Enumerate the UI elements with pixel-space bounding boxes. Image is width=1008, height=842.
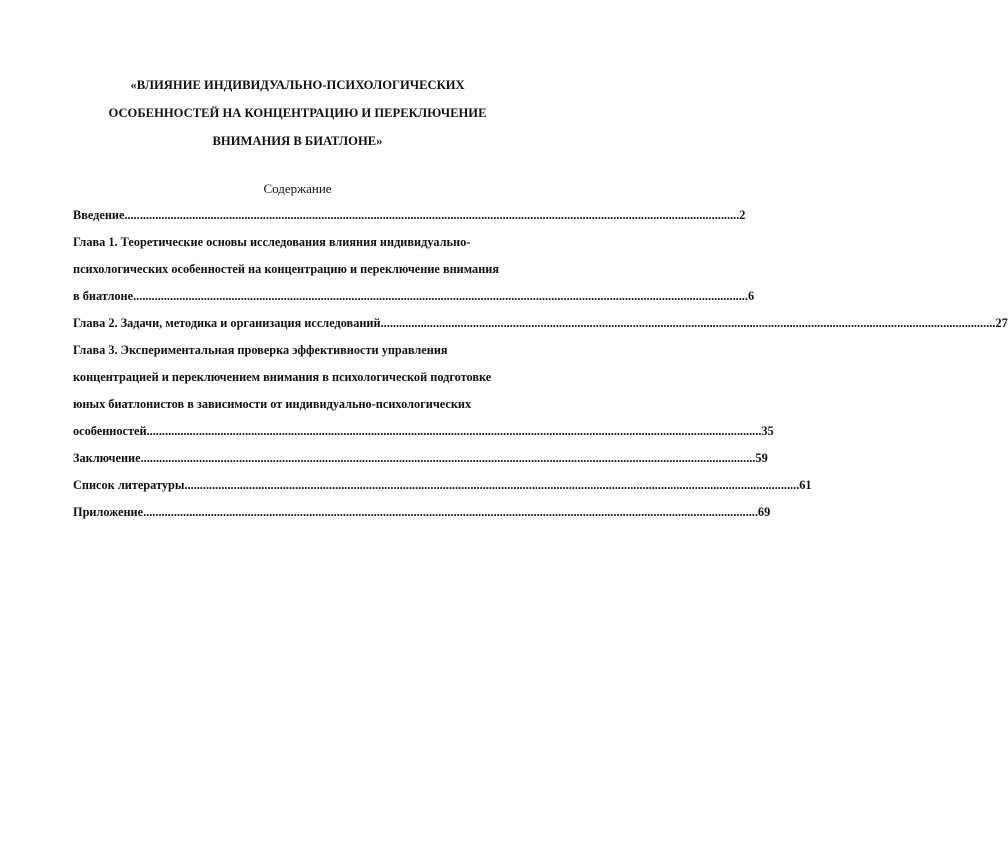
toc-entry-chapter-2	[73, 314, 1008, 332]
toc-entry-appendix	[73, 503, 771, 521]
toc-entry-chapter-3-line-1: Глава 3. Экспериментальная проверка эффективности управления	[73, 343, 448, 357]
toc-entry-chapter-1-line-1: Глава 1. Теоретические основы исследования влияния индивидуально-	[73, 235, 471, 249]
toc-leader-dots: ........................................................................................................................................................................................................	[146, 424, 762, 438]
toc-entry-chapter-3-end	[73, 422, 774, 440]
toc-leader-dots: ........................................................................................................................................................................................................	[380, 316, 996, 330]
toc-leader-dots: ........................................................................................................................................................................................................	[184, 478, 800, 492]
toc-leader-dots: ........................................................................................................................................................................................................	[143, 505, 758, 519]
toc-entry-conclusion	[73, 449, 768, 467]
toc-entry-page: 69	[757, 505, 771, 519]
toc-entry-chapter-3-line-2: концентрацией и переключением внимания в психологической подготовке	[73, 370, 492, 384]
toc-entry-chapter-3-line-3: юных биатлонистов в зависимости от индивидуально-психологических	[73, 397, 472, 411]
toc-entry-label: особенностей	[73, 424, 147, 438]
toc-leader-dots: ........................................................................................................................................................................................................	[133, 289, 748, 303]
toc-entry-page: 6	[747, 289, 755, 303]
document-title-line-2: ОСОБЕННОСТЕЙ НА КОНЦЕНТРАЦИЮ И ПЕРЕКЛЮЧЕНИЕ	[108, 106, 487, 120]
toc-entry-page: 59	[755, 451, 768, 465]
toc-entry-intro	[73, 206, 746, 224]
toc-entry-label: Введение	[73, 208, 125, 222]
toc-heading: Содержание	[263, 181, 332, 196]
toc-entry-page: 35	[761, 424, 774, 438]
toc-entry-page: 27	[995, 316, 1008, 330]
toc-entry-page: 61	[799, 478, 812, 492]
toc-leader-dots: ........................................................................................................................................................................................................	[140, 451, 756, 465]
toc-entry-references	[73, 476, 812, 494]
toc-entry-label: Приложение	[73, 505, 144, 519]
toc-entry-chapter-1-line-2: психологических особенностей на концентрацию и переключение внимания	[73, 262, 500, 276]
toc-leader-dots: ........................................................................................................................................................................................................	[124, 208, 740, 222]
toc-entry-label: Список литературы	[73, 478, 185, 492]
toc-entry-label: Заключение	[73, 451, 141, 465]
toc-entry-label: Глава 2. Задачи, методика и организация исследований	[73, 316, 381, 330]
toc-entry-chapter-1-end	[73, 287, 755, 305]
document-title-line-3: ВНИМАНИЯ В БИАТЛОНЕ»	[212, 134, 383, 148]
toc-entry-page: 2	[739, 208, 746, 222]
toc-entry-label: в биатлоне	[73, 289, 134, 303]
document-title-line-1: «ВЛИЯНИЕ ИНДИВИДУАЛЬНО-ПСИХОЛОГИЧЕСКИХ	[130, 78, 465, 92]
